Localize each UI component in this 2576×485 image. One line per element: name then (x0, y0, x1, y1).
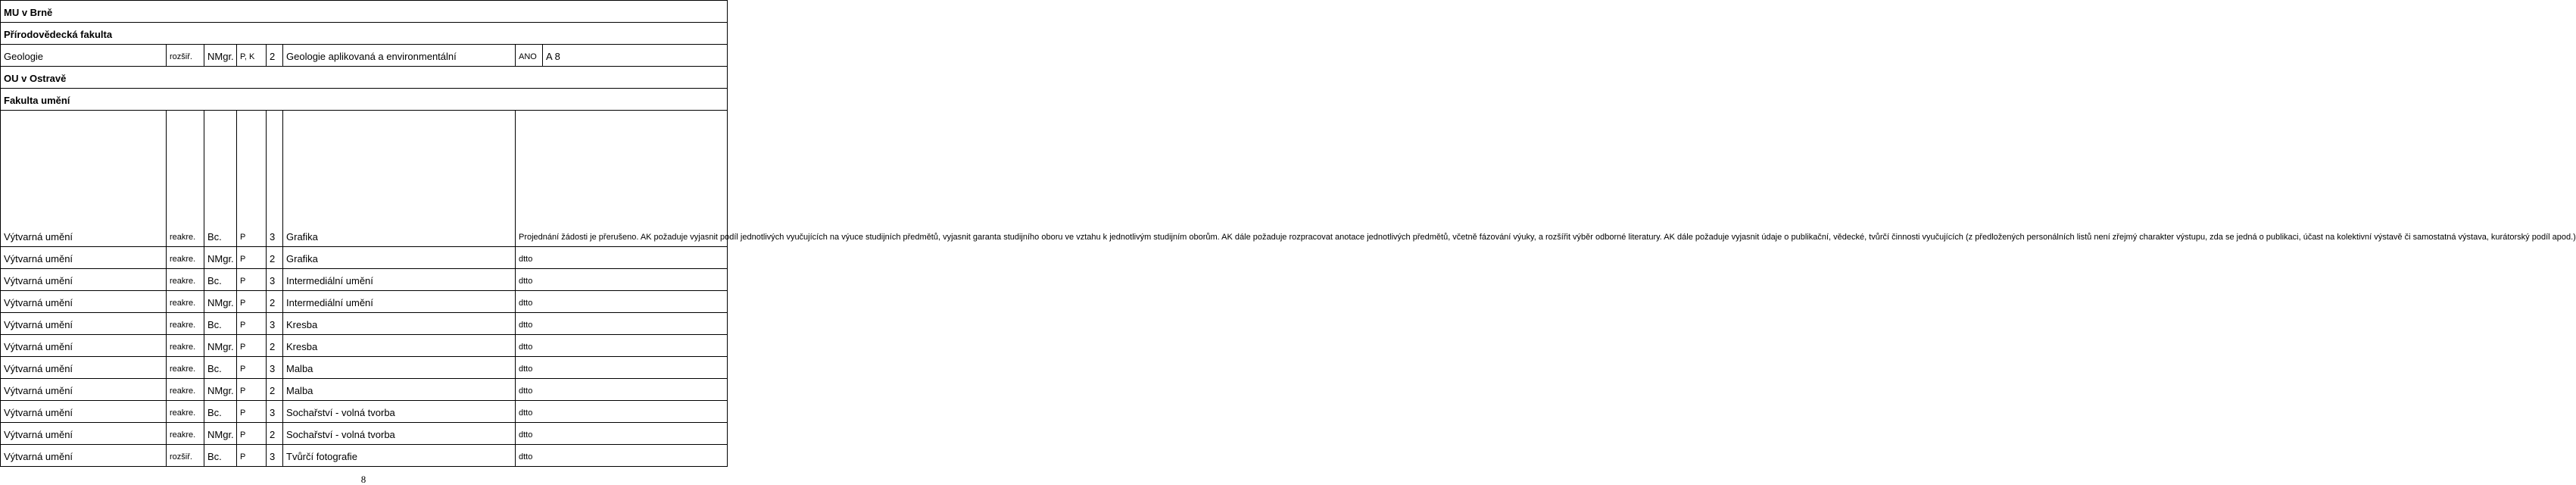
faculty-heading: Přírodovědecká fakulta (1, 23, 728, 45)
cell-area: Geologie (1, 45, 167, 67)
cell-type: rozšiř. (167, 45, 204, 67)
cell-degree: Bc. (204, 313, 237, 335)
cell-years: 3 (267, 111, 283, 247)
cell-note: dtto (516, 445, 728, 467)
cell-form: P (237, 291, 267, 313)
cell-program: Malba (283, 379, 516, 401)
cell-area: Výtvarná umění (1, 445, 167, 467)
cell-program: Grafika (283, 111, 516, 247)
cell-form: P (237, 379, 267, 401)
cell-form: P (237, 357, 267, 379)
cell-flag: ANO (516, 45, 543, 67)
cell-type: reakre. (167, 247, 204, 269)
table-row (1, 423, 728, 445)
cell-degree: NMgr. (204, 379, 237, 401)
cell-degree: NMgr. (204, 45, 237, 67)
cell-years: 2 (267, 335, 283, 357)
cell-form: P (237, 247, 267, 269)
cell-type: reakre. (167, 313, 204, 335)
cell-type: reakre. (167, 379, 204, 401)
cell-note: dtto (516, 269, 728, 291)
cell-note: dtto (516, 379, 728, 401)
table-row (1, 291, 728, 313)
cell-degree: NMgr. (204, 291, 237, 313)
cell-area: Výtvarná umění (1, 269, 167, 291)
cell-years: 3 (267, 269, 283, 291)
cell-years: 2 (267, 379, 283, 401)
cell-note: dtto (516, 357, 728, 379)
cell-type: reakre. (167, 401, 204, 423)
table-row (1, 269, 728, 291)
table-row-geologie (1, 45, 728, 67)
cell-grade: A 8 (543, 45, 728, 67)
university-heading: MU v Brně (1, 1, 728, 23)
cell-note: dtto (516, 313, 728, 335)
cell-area: Výtvarná umění (1, 313, 167, 335)
cell-program: Intermediální umění (283, 269, 516, 291)
cell-note: dtto (516, 335, 728, 357)
header-row-faculty1 (1, 23, 728, 45)
cell-program: Sochařství - volná tvorba (283, 423, 516, 445)
cell-form: P (237, 401, 267, 423)
cell-form: P (237, 111, 267, 247)
table-row (1, 335, 728, 357)
cell-program: Grafika (283, 247, 516, 269)
cell-form: P, K (237, 45, 267, 67)
cell-type: reakre. (167, 291, 204, 313)
cell-degree: NMgr. (204, 247, 237, 269)
university-heading: OU v Ostravě (1, 67, 728, 89)
table-row-grafika-bc (1, 111, 728, 247)
cell-note: Projednání žádosti je přerušeno. AK požaduje vyjasnit podíl jednotlivých vyučujících na výuce studijních předmětů, vyjasnit garanta studijního oboru ve vztahu k jednotlivým studijním oborům. AK dále požaduje rozpracovat anotace jednotlivých předmětů, včetně fázování výuky, a rozšířit výběr odborné literatury. AK dále požaduje vyjasnit údaje o publikační, vědecké, tvůrčí činnosti vyučujících (z předložených personálních listů není zřejmý charakter výstupu, zda se jedná o publikaci, účast na kolektivní výstavě či samostatná výstava, kurátorský podíl apod.) (516, 111, 728, 247)
cell-program: Geologie aplikovaná a environmentální (283, 45, 516, 67)
cell-type: reakre. (167, 335, 204, 357)
cell-note: dtto (516, 291, 728, 313)
cell-program: Sochařství - volná tvorba (283, 401, 516, 423)
cell-type: reakre. (167, 111, 204, 247)
cell-type: reakre. (167, 423, 204, 445)
cell-form: P (237, 269, 267, 291)
cell-type: reakre. (167, 357, 204, 379)
cell-years: 3 (267, 445, 283, 467)
cell-years: 2 (267, 291, 283, 313)
cell-type: rozšiř. (167, 445, 204, 467)
cell-note: dtto (516, 247, 728, 269)
cell-degree: Bc. (204, 401, 237, 423)
cell-note: dtto (516, 423, 728, 445)
cell-years: 2 (267, 423, 283, 445)
cell-note: dtto (516, 401, 728, 423)
table-row (1, 247, 728, 269)
cell-years: 3 (267, 313, 283, 335)
cell-type: reakre. (167, 269, 204, 291)
table-row (1, 379, 728, 401)
cell-form: P (237, 423, 267, 445)
cell-area: Výtvarná umění (1, 111, 167, 247)
cell-area: Výtvarná umění (1, 401, 167, 423)
cell-program: Tvůrčí fotografie (283, 445, 516, 467)
cell-program: Kresba (283, 335, 516, 357)
header-row-faculty2 (1, 89, 728, 111)
cell-form: P (237, 313, 267, 335)
cell-program: Kresba (283, 313, 516, 335)
faculty-heading: Fakulta umění (1, 89, 728, 111)
table-row (1, 445, 728, 467)
cell-degree: NMgr. (204, 423, 237, 445)
cell-years: 3 (267, 401, 283, 423)
cell-area: Výtvarná umění (1, 357, 167, 379)
cell-form: P (237, 445, 267, 467)
cell-degree: Bc. (204, 445, 237, 467)
page-number: 8 (360, 474, 366, 485)
table-row (1, 357, 728, 379)
cell-degree: Bc. (204, 269, 237, 291)
table-row (1, 401, 728, 423)
table-row (1, 313, 728, 335)
cell-years: 3 (267, 357, 283, 379)
cell-form: P (237, 335, 267, 357)
cell-degree: Bc. (204, 111, 237, 247)
cell-area: Výtvarná umění (1, 379, 167, 401)
cell-degree: Bc. (204, 357, 237, 379)
header-row-university2 (1, 67, 728, 89)
cell-area: Výtvarná umění (1, 291, 167, 313)
cell-program: Malba (283, 357, 516, 379)
header-row-university1 (1, 1, 728, 23)
cell-degree: NMgr. (204, 335, 237, 357)
cell-area: Výtvarná umění (1, 335, 167, 357)
cell-years: 2 (267, 45, 283, 67)
cell-area: Výtvarná umění (1, 423, 167, 445)
cell-program: Intermediální umění (283, 291, 516, 313)
cell-years: 2 (267, 247, 283, 269)
cell-area: Výtvarná umění (1, 247, 167, 269)
